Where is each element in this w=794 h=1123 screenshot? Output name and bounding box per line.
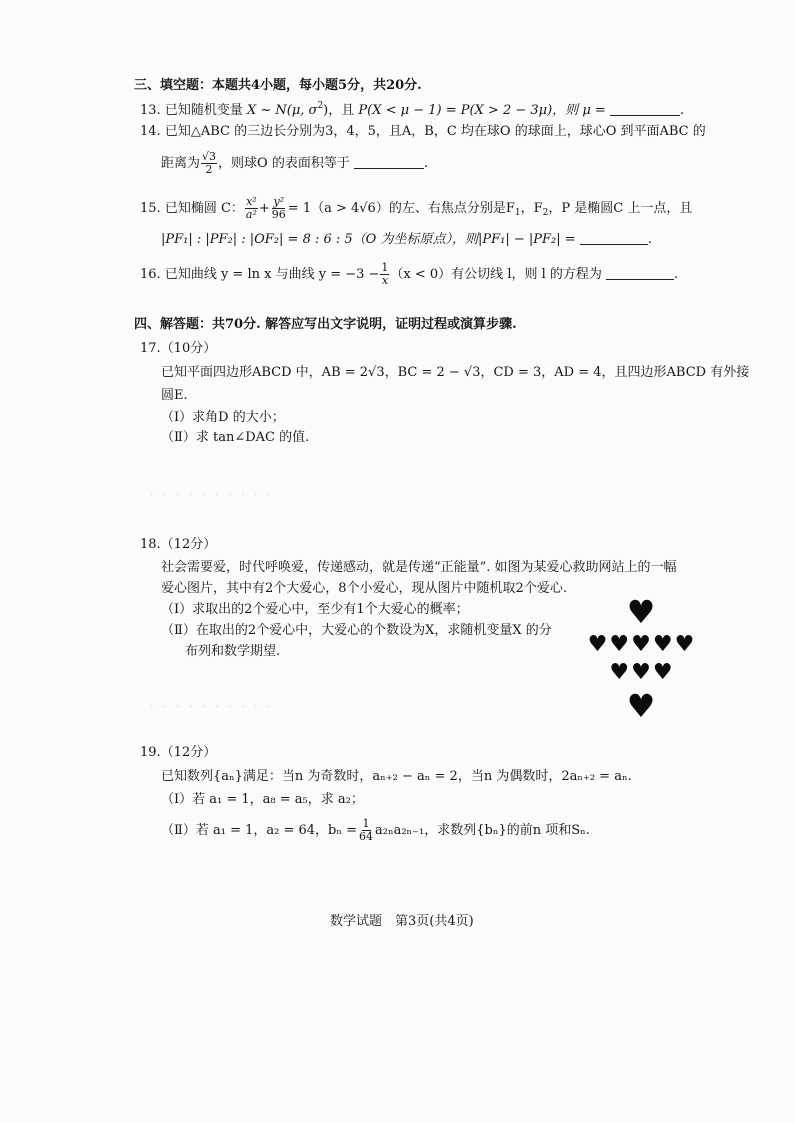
- small-heart-icon: ♥: [631, 632, 651, 657]
- bleed-through-text: · · · · · · · · · ·: [150, 488, 274, 501]
- question-15-line1: 15. 已知椭圆 C： $\frac{\text{x²}}{\text{a²}}$ + $\frac{\text{y²}}{96}$ = 1（a > 4√6）的左、右焦点分别是$F_1$，$F_2$，P 是椭圆C 上一点，且: [140, 195, 693, 222]
- question-14-line2: 距离为 $\frac{√3}{2}$ ，则球O 的表面积等于 .: [161, 150, 429, 177]
- question-number: 14.: [140, 124, 161, 139]
- section-heading-fill-in: 三、填空题：本题共4小题，每小题5分，共20分.: [134, 78, 422, 93]
- answer-blank[interactable]: [610, 103, 680, 116]
- fraction: $\frac{\text{x²}}{\text{a²}}$: [245, 195, 257, 222]
- heart-figure: [586, 593, 696, 728]
- question-number: 16.: [140, 267, 161, 283]
- small-heart-icon: ♥: [609, 660, 630, 685]
- large-heart-icon: ♥: [626, 593, 656, 631]
- page-footer: 数学试题 第3页(共4页): [330, 914, 474, 929]
- question-17-number: 17.（10分）: [140, 341, 217, 356]
- answer-blank[interactable]: [606, 267, 674, 280]
- section-heading-solutions: 四、解答题：共70分. 解答应写出文字说明，证明过程或演算步骤.: [134, 317, 517, 332]
- question-19-number: 19.（12分）: [140, 745, 217, 760]
- answer-blank[interactable]: [354, 156, 424, 169]
- small-heart-icon: ♥: [587, 632, 608, 657]
- question-14-line1: 14. 已知△ABC 的三边长分别为3，4，5，且A，B，C 均在球O 的球面上，球心O 到平面ABC 的: [140, 124, 706, 139]
- question-number: 15.: [140, 201, 161, 217]
- question-13: 13. 已知随机变量 X ~ N(μ, $\sigma^2$)，且 P(X < μ − 1) = P(X > 2 − 3μ)，则 μ = .: [140, 101, 685, 118]
- fraction: $\frac{√3}{2}$: [202, 150, 217, 177]
- small-heart-icon: ♥: [674, 632, 695, 657]
- question-19-part1: （Ⅰ）若 a₁ = 1，a₈ = a₅，求 a₂；: [161, 792, 364, 807]
- question-17-part2: （Ⅱ）求 tan∠DAC 的值.: [161, 430, 310, 445]
- small-heart-icon: ♥: [652, 632, 673, 657]
- question-number: 13.: [140, 103, 161, 118]
- question-19-line1: 已知数列{aₙ}满足：当n 为奇数时，aₙ₊₂ − aₙ = 2，当n 为偶数时，2aₙ₊₂ = aₙ.: [161, 769, 632, 784]
- small-heart-icon: ♥: [609, 632, 630, 657]
- question-17-line1: 已知平面四边形ABCD 中，AB = 2√3，BC = 2 − √3，CD = 3，AD = 4，且四边形ABCD 有外接: [161, 365, 750, 380]
- question-18-line1: 社会需要爱，时代呼唤爱，传递感动，就是传递“正能量”. 如图为某爱心救助网站上的一幅: [161, 560, 677, 575]
- small-heart-icon: ♥: [631, 660, 651, 685]
- question-18-part1: （Ⅰ）求取出的2个爱心中，至少有1个大爱心的概率；: [161, 602, 469, 617]
- question-17-line2: 圆E.: [161, 388, 188, 403]
- question-18-part2a: （Ⅱ）在取出的2个爱心中，大爱心的个数设为X，求随机变量X 的分: [161, 623, 552, 638]
- small-heart-icon: ♥: [652, 660, 673, 685]
- fraction: $\frac{1}{64}$: [359, 817, 373, 844]
- question-19-part2: （Ⅱ）若 a₁ = 1，a₂ = 64，bₙ = $\frac{1}{64}$ a₂ₙa₂ₙ₋₁，求数列{bₙ}的前n 项和Sₙ.: [161, 817, 590, 844]
- question-17-part1: （Ⅰ）求角D 的大小；: [161, 410, 285, 425]
- question-18-part2b: 布列和数学期望.: [185, 644, 281, 659]
- question-18-number: 18.（12分）: [140, 537, 217, 552]
- fraction: $\frac{1}{x}$: [381, 261, 389, 288]
- large-heart-icon: ♥: [626, 687, 656, 725]
- question-15-line2: |PF₁| : |PF₂| : |OF₂| = 8 : 6 : 5（O 为坐标原点），则|PF₁| − |PF₂| = .: [161, 232, 652, 247]
- question-16: 16. 已知曲线 y = ln x 与曲线 y = −3 − $\frac{1}{x}$ （x < 0）有公切线 l，则 l 的方程为 .: [140, 261, 679, 288]
- bleed-through-text: · · · · · · · · · ·: [150, 700, 274, 713]
- question-18-line2: 爱心图片，其中有2个大爱心，8个小爱心，现从图片中随机取2个爱心.: [161, 581, 567, 596]
- answer-blank[interactable]: [580, 232, 648, 245]
- fraction: $\frac{\text{y²}}{96}$: [271, 195, 286, 222]
